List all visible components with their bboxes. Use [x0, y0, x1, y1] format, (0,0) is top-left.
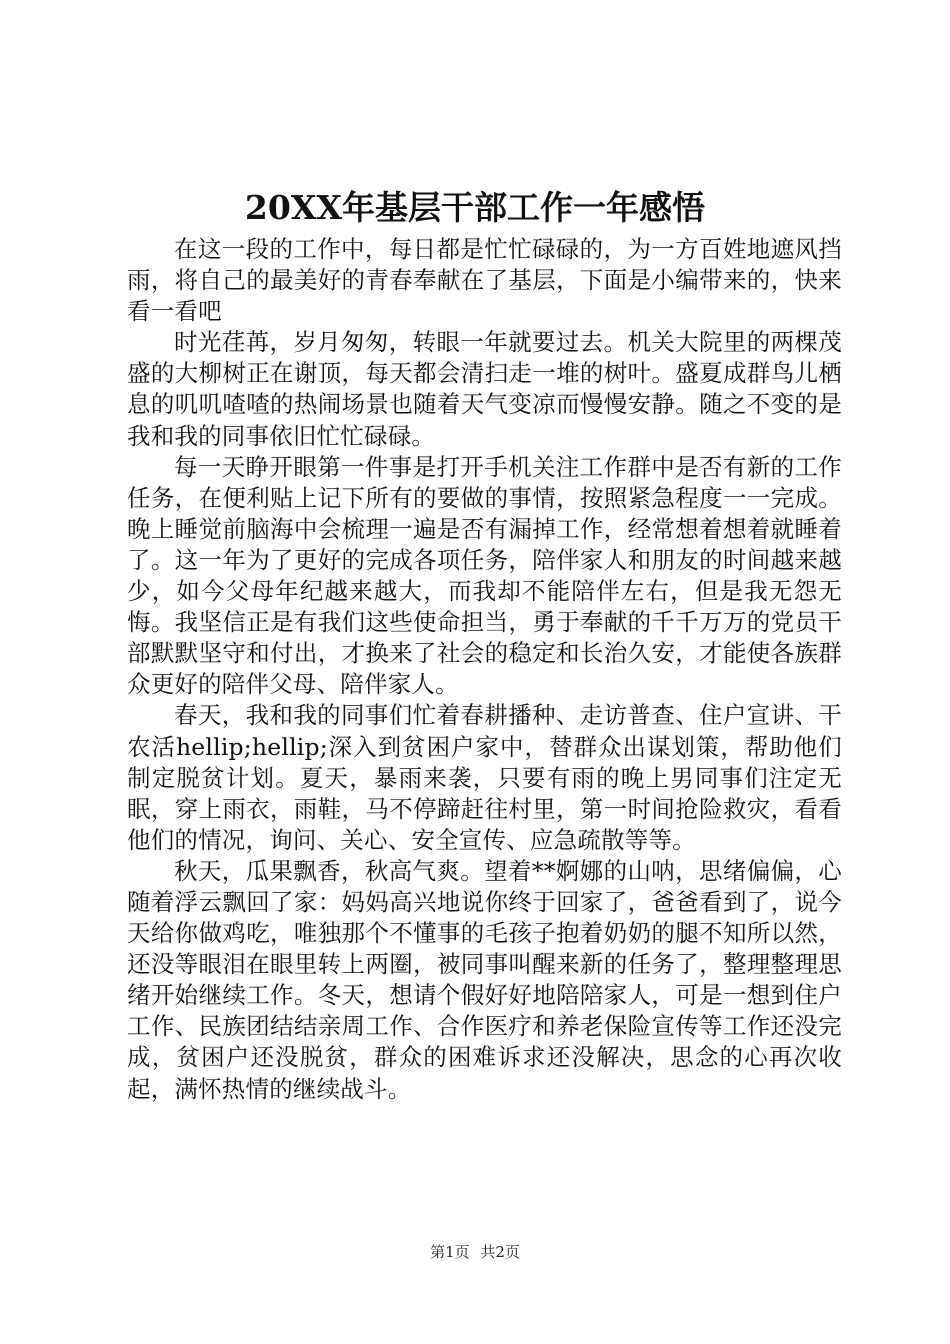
page-footer: [0, 1242, 950, 1262]
page-number: 第1页: [430, 1243, 470, 1261]
document-body: [127, 234, 842, 1105]
paragraph-intro: 在这一段的工作中，每日都是忙忙碌碌的，为一方百姓地遮风挡雨，将自己的最美好的青春奉献在了基层，下面是小编带来的，快来看一看吧: [127, 235, 842, 326]
paragraph-spring-summer: 春天，我和我的同事们忙着春耕播种、走访普查、住户宣讲、干农活hellip;hellip;深入到贫困户家中，替群众出谋划策，帮助他们制定脱贫计划。夏天，暴雨来袭，只要有雨的晚上男同事们注定无眠，穿上雨衣，雨鞋，马不停蹄赶往村里，第一时间抢险救灾，看看他们的情况，询问、关心、安全宣传、应急疏散等等。: [127, 701, 842, 854]
paragraph-autumn-winter: 秋天，瓜果飘香，秋高气爽。望着**婀娜的山呐，思绪偏偏，心随着浮云飘回了家：妈妈高兴地说你终于回家了，爸爸看到了，说今天给你做鸡吃，唯独那个不懂事的毛孩子抱着奶奶的腿不知所以然，还没等眼泪在眼里转上两圈，被同事叫醒来新的任务了，整理整理思绪开始继续工作。冬天，想请个假好好地陪陪家人，可是一想到住户工作、民族团结结亲周工作、合作医疗和养老保险宣传等工作还没完成，贫困户还没脱贫，群众的困难诉求还没解决，思念的心再次收起，满怀热情的继续战斗。: [127, 856, 842, 1103]
page-total: 共2页: [480, 1243, 520, 1261]
document-title: 20XX年基层干部工作一年感悟: [244, 188, 706, 227]
paragraph-daily-work: 每一天睁开眼第一件事是打开手机关注工作群中是否有新的工作任务，在便利贴上记下所有的要做的事情，按照紧急程度一一完成。晚上睡觉前脑海中会梳理一遍是否有漏掉工作，经常想着想着就睡着了。这一年为了更好的完成各项任务，陪伴家人和朋友的时间越来越少，如今父母年纪越来越大，而我却不能陪伴左右，但是我无怨无悔。我坚信正是有我们这些使命担当，勇于奉献的千千万万的党员干部默默坚守和付出，才换来了社会的稳定和长治久安，才能使各族群众更好的陪伴父母、陪伴家人。: [127, 452, 842, 699]
paragraph-time-passing: 时光荏苒，岁月匆匆，转眼一年就要过去。机关大院里的两棵茂盛的大柳树正在谢顶，每天都会清扫走一堆的树叶。盛夏成群鸟儿栖息的叽叽喳喳的热闹场景也随着天气变凉而慢慢安静。随之不变的是我和我的同事依旧忙忙碌碌。: [127, 328, 842, 450]
